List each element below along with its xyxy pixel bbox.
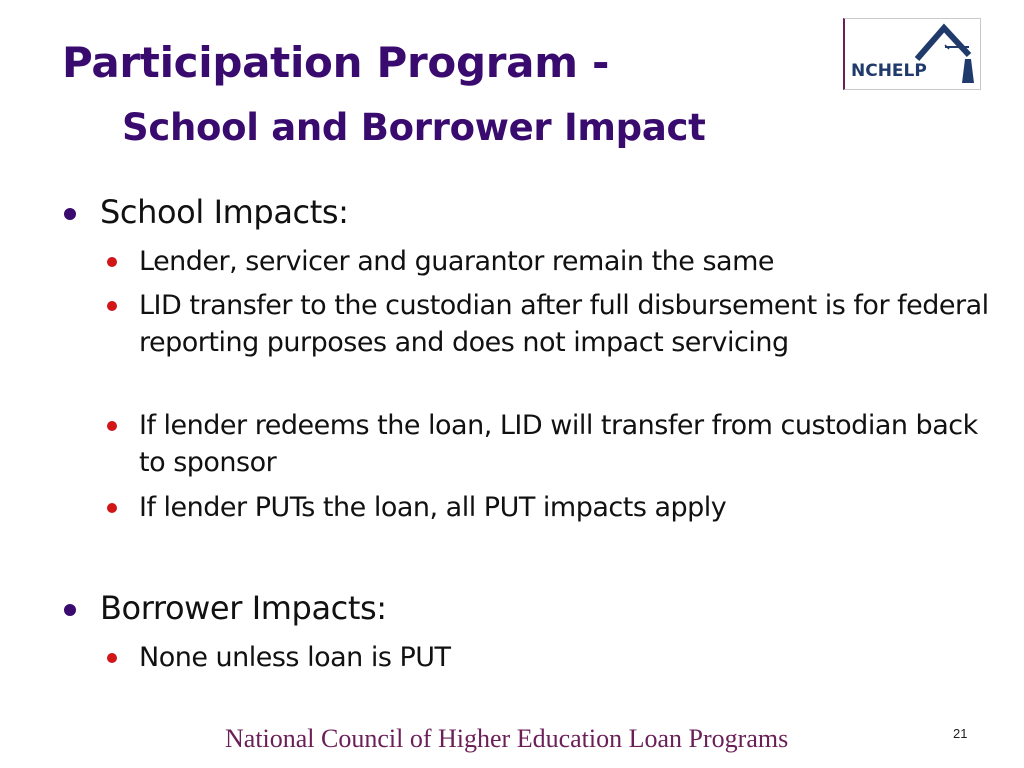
page-number: 21 [953, 726, 968, 741]
sub-bullet-dot-icon [107, 421, 117, 431]
section-heading-borrower: Borrower Impacts: [100, 589, 387, 627]
sub-bullet-dot-icon [107, 301, 117, 311]
list-item: LID transfer to the custodian after full disbursement is for federal reporting purposes and does not impact servicing [139, 290, 989, 358]
list-item: None unless loan is PUT [139, 642, 451, 673]
sub-bullet-dot-icon [107, 653, 117, 663]
list-item: Lender, servicer and guarantor remain the same [139, 246, 775, 277]
nchelp-logo [843, 18, 981, 90]
sub-bullet-dot-icon [107, 257, 117, 267]
footer-organization: National Council of Higher Education Loan Programs [225, 724, 789, 753]
slide-subtitle: School and Borrower Impact [122, 106, 706, 149]
sub-bullet-dot-icon [107, 503, 117, 513]
logo-text: NCHELP [851, 61, 927, 81]
slide-title: Participation Program - [62, 38, 610, 87]
list-item: If lender redeems the loan, LID will transfer from custodian back to sponsor [139, 410, 978, 478]
list-item: If lender PUTs the loan, all PUT impacts apply [139, 492, 727, 523]
section-heading-school: School Impacts: [100, 193, 349, 231]
bullet-dot-icon [64, 208, 76, 220]
bullet-dot-icon [64, 604, 76, 616]
